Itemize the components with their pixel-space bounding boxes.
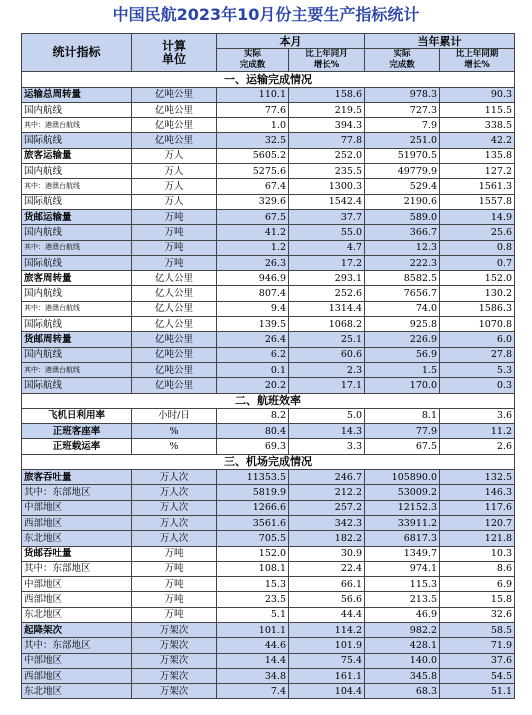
cell-y-yoy: 58.5 — [440, 622, 515, 637]
header-ytd-actual-line1: 实际 — [393, 49, 411, 60]
cell-m-actual: 110.1 — [217, 87, 289, 102]
cell-name: 国际航线 — [22, 378, 132, 393]
cell-unit: 亿人公里 — [132, 286, 217, 301]
header-unit-line1: 计算 — [161, 38, 186, 53]
table-row — [22, 684, 515, 699]
cell-name: 国际航线 — [22, 194, 132, 209]
cell-y-yoy: 121.8 — [440, 531, 515, 546]
cell-y-actual: 982.2 — [365, 622, 440, 637]
cell-m-actual: 23.5 — [217, 592, 289, 607]
cell-y-actual: 213.5 — [365, 592, 440, 607]
cell-name: 其中：东部地区 — [22, 485, 132, 500]
section-title: 二、航班效率 — [22, 393, 515, 408]
cell-y-yoy: 1557.8 — [440, 194, 515, 209]
cell-name: 国际航线 — [22, 255, 132, 270]
cell-name: 其中：港澳台航线 — [22, 301, 132, 316]
table-row — [22, 347, 515, 362]
header-month: 本月 — [217, 34, 365, 49]
cell-m-actual: 0.1 — [217, 362, 289, 377]
cell-y-actual: 49779.9 — [365, 164, 440, 179]
cell-unit: 万吨 — [132, 592, 217, 607]
cell-m-actual: 32.5 — [217, 133, 289, 148]
table-row — [22, 133, 515, 148]
cell-y-yoy: 0.7 — [440, 255, 515, 270]
table-row — [22, 638, 515, 653]
cell-y-yoy: 71.9 — [440, 638, 515, 653]
cell-m-actual: 44.6 — [217, 638, 289, 653]
header-ytd: 当年累计 — [365, 34, 515, 49]
cell-name: 旅客吞吐量 — [22, 470, 132, 485]
header-month-actual-line1: 实际 — [243, 49, 261, 60]
header-ytd-yoy-line1: 比上年同期 — [455, 49, 499, 60]
cell-y-yoy: 11.2 — [440, 424, 515, 439]
cell-m-actual: 41.2 — [217, 225, 289, 240]
table-row — [22, 378, 515, 393]
cell-y-actual: 67.5 — [365, 439, 440, 454]
cell-m-yoy: 212.2 — [289, 485, 365, 500]
cell-m-yoy: 75.4 — [289, 653, 365, 668]
cell-m-actual: 7.4 — [217, 684, 289, 699]
header-ytd-yoy — [440, 49, 515, 72]
cell-unit: 万吨 — [132, 577, 217, 592]
cell-unit: 万架次 — [132, 622, 217, 637]
cell-m-actual: 139.5 — [217, 317, 289, 332]
cell-y-actual: 105890.0 — [365, 470, 440, 485]
cell-m-yoy: 30.9 — [289, 546, 365, 561]
cell-name: 西部地区 — [22, 515, 132, 530]
table-row — [22, 317, 515, 332]
cell-m-yoy: 1542.4 — [289, 194, 365, 209]
table-row — [22, 561, 515, 576]
section-header-row — [22, 454, 515, 469]
cell-m-actual: 101.1 — [217, 622, 289, 637]
stats-table — [21, 33, 515, 699]
table-row — [22, 286, 515, 301]
cell-m-yoy: 14.3 — [289, 424, 365, 439]
cell-y-yoy: 0.3 — [440, 378, 515, 393]
cell-m-actual: 80.4 — [217, 424, 289, 439]
cell-unit: 万架次 — [132, 668, 217, 683]
cell-y-yoy: 146.3 — [440, 485, 515, 500]
stats-table-body — [22, 72, 515, 699]
table-row — [22, 271, 515, 286]
section-header-row — [22, 393, 515, 408]
cell-m-actual: 67.5 — [217, 209, 289, 224]
table-row — [22, 653, 515, 668]
cell-y-yoy: 1561.3 — [440, 179, 515, 194]
cell-name: 其中：港澳台航线 — [22, 240, 132, 255]
cell-unit: % — [132, 424, 217, 439]
table-row — [22, 592, 515, 607]
cell-unit: 万架次 — [132, 653, 217, 668]
cell-m-yoy: 37.7 — [289, 209, 365, 224]
table-row — [22, 424, 515, 439]
cell-y-yoy: 8.6 — [440, 561, 515, 576]
cell-name: 其中：东部地区 — [22, 638, 132, 653]
cell-name: 国际航线 — [22, 317, 132, 332]
cell-y-yoy: 90.3 — [440, 87, 515, 102]
cell-y-yoy: 1070.8 — [440, 317, 515, 332]
table-row — [22, 255, 515, 270]
cell-y-actual: 51970.5 — [365, 148, 440, 163]
table-row — [22, 439, 515, 454]
cell-y-actual: 589.0 — [365, 209, 440, 224]
cell-y-actual: 140.0 — [365, 653, 440, 668]
table-row — [22, 179, 515, 194]
cell-name: 中部地区 — [22, 577, 132, 592]
cell-m-yoy: 104.4 — [289, 684, 365, 699]
cell-y-actual: 115.3 — [365, 577, 440, 592]
header-indicator: 统计指标 — [22, 34, 132, 72]
cell-y-actual: 74.0 — [365, 301, 440, 316]
cell-m-actual: 1.2 — [217, 240, 289, 255]
cell-name: 西部地区 — [22, 668, 132, 683]
cell-m-yoy: 158.6 — [289, 87, 365, 102]
table-row — [22, 668, 515, 683]
cell-m-yoy: 2.3 — [289, 362, 365, 377]
cell-name: 旅客运输量 — [22, 148, 132, 163]
cell-m-actual: 9.4 — [217, 301, 289, 316]
cell-y-yoy: 3.6 — [440, 408, 515, 423]
cell-name: 东北地区 — [22, 531, 132, 546]
cell-m-actual: 69.3 — [217, 439, 289, 454]
cell-y-actual: 56.9 — [365, 347, 440, 362]
cell-y-yoy: 127.2 — [440, 164, 515, 179]
cell-m-actual: 3561.6 — [217, 515, 289, 530]
cell-name: 国内航线 — [22, 286, 132, 301]
cell-m-yoy: 77.8 — [289, 133, 365, 148]
cell-y-actual: 345.8 — [365, 668, 440, 683]
cell-y-actual: 8.1 — [365, 408, 440, 423]
cell-m-actual: 26.3 — [217, 255, 289, 270]
cell-y-actual: 7.9 — [365, 118, 440, 133]
cell-y-yoy: 25.6 — [440, 225, 515, 240]
section-header-row — [22, 72, 515, 87]
cell-m-yoy: 4.7 — [289, 240, 365, 255]
cell-m-actual: 77.6 — [217, 102, 289, 117]
cell-y-yoy: 10.3 — [440, 546, 515, 561]
cell-name: 正班载运率 — [22, 439, 132, 454]
table-row — [22, 622, 515, 637]
cell-y-actual: 46.9 — [365, 607, 440, 622]
table-row — [22, 194, 515, 209]
table-row — [22, 118, 515, 133]
cell-name: 货邮周转量 — [22, 332, 132, 347]
cell-unit: 亿吨公里 — [132, 332, 217, 347]
cell-y-actual: 1349.7 — [365, 546, 440, 561]
cell-m-actual: 807.4 — [217, 286, 289, 301]
cell-m-actual: 8.2 — [217, 408, 289, 423]
cell-unit: 亿吨公里 — [132, 133, 217, 148]
cell-y-yoy: 51.1 — [440, 684, 515, 699]
cell-m-yoy: 161.1 — [289, 668, 365, 683]
cell-y-yoy: 27.8 — [440, 347, 515, 362]
cell-y-actual: 727.3 — [365, 102, 440, 117]
cell-m-yoy: 3.3 — [289, 439, 365, 454]
cell-y-yoy: 42.2 — [440, 133, 515, 148]
cell-m-actual: 946.9 — [217, 271, 289, 286]
cell-name: 其中：港澳台航线 — [22, 118, 132, 133]
cell-unit: 亿人公里 — [132, 271, 217, 286]
cell-y-yoy: 0.8 — [440, 240, 515, 255]
cell-name: 国际航线 — [22, 133, 132, 148]
cell-y-yoy: 14.9 — [440, 209, 515, 224]
header-month-yoy-line1: 比上年同月 — [305, 49, 348, 60]
table-row — [22, 515, 515, 530]
cell-m-actual: 152.0 — [217, 546, 289, 561]
header-unit — [132, 34, 217, 72]
cell-m-yoy: 60.6 — [289, 347, 365, 362]
table-row — [22, 546, 515, 561]
cell-y-actual: 974.1 — [365, 561, 440, 576]
cell-m-actual: 5275.6 — [217, 164, 289, 179]
cell-y-yoy: 130.2 — [440, 286, 515, 301]
cell-y-actual: 978.3 — [365, 87, 440, 102]
table-row — [22, 87, 515, 102]
table-row — [22, 240, 515, 255]
cell-m-yoy: 101.9 — [289, 638, 365, 653]
cell-m-actual: 108.1 — [217, 561, 289, 576]
cell-m-yoy: 5.0 — [289, 408, 365, 423]
cell-m-yoy: 342.3 — [289, 515, 365, 530]
cell-unit: 万人次 — [132, 500, 217, 515]
header-ytd-yoy-line2: 增长% — [464, 60, 490, 71]
cell-unit: 万吨 — [132, 546, 217, 561]
table-row — [22, 362, 515, 377]
cell-name: 正班客座率 — [22, 424, 132, 439]
cell-m-actual: 67.4 — [217, 179, 289, 194]
cell-name: 西部地区 — [22, 592, 132, 607]
cell-m-yoy: 257.2 — [289, 500, 365, 515]
header-ytd-actual-line2: 完成数 — [389, 60, 415, 71]
cell-m-yoy: 394.3 — [289, 118, 365, 133]
cell-name: 东北地区 — [22, 684, 132, 699]
header-month-yoy — [289, 49, 365, 72]
cell-m-actual: 5.1 — [217, 607, 289, 622]
cell-m-actual: 34.8 — [217, 668, 289, 683]
cell-m-yoy: 66.1 — [289, 577, 365, 592]
cell-unit: 小时/日 — [132, 408, 217, 423]
cell-m-yoy: 114.2 — [289, 622, 365, 637]
table-row — [22, 500, 515, 515]
cell-y-yoy: 2.6 — [440, 439, 515, 454]
cell-y-yoy: 32.6 — [440, 607, 515, 622]
cell-unit: 亿吨公里 — [132, 378, 217, 393]
header-unit-line2: 单位 — [161, 51, 186, 66]
section-title: 三、机场完成情况 — [22, 454, 515, 469]
header-month-actual-line2: 完成数 — [239, 60, 266, 71]
cell-unit: 万吨 — [132, 209, 217, 224]
cell-m-yoy: 17.2 — [289, 255, 365, 270]
cell-m-actual: 6.2 — [217, 347, 289, 362]
cell-unit: 亿吨公里 — [132, 362, 217, 377]
cell-m-yoy: 25.1 — [289, 332, 365, 347]
cell-y-actual: 12.3 — [365, 240, 440, 255]
cell-y-actual: 7656.7 — [365, 286, 440, 301]
cell-name: 货邮运输量 — [22, 209, 132, 224]
cell-m-yoy: 22.4 — [289, 561, 365, 576]
cell-unit: 万吨 — [132, 561, 217, 576]
cell-y-yoy: 120.7 — [440, 515, 515, 530]
cell-y-yoy: 117.6 — [440, 500, 515, 515]
cell-y-actual: 77.9 — [365, 424, 440, 439]
cell-m-actual: 20.2 — [217, 378, 289, 393]
cell-name: 其中：港澳台航线 — [22, 179, 132, 194]
cell-m-yoy: 219.5 — [289, 102, 365, 117]
cell-m-actual: 11353.5 — [217, 470, 289, 485]
table-row — [22, 301, 515, 316]
cell-name: 国内航线 — [22, 102, 132, 117]
cell-y-yoy: 338.5 — [440, 118, 515, 133]
cell-y-actual: 529.4 — [365, 179, 440, 194]
cell-m-actual: 15.3 — [217, 577, 289, 592]
cell-y-actual: 2190.6 — [365, 194, 440, 209]
cell-m-actual: 26.4 — [217, 332, 289, 347]
cell-name: 运输总周转量 — [22, 87, 132, 102]
cell-y-yoy: 5.3 — [440, 362, 515, 377]
cell-m-actual: 329.6 — [217, 194, 289, 209]
cell-unit: 万人 — [132, 179, 217, 194]
table-row — [22, 408, 515, 423]
header-row-1 — [22, 34, 515, 49]
cell-unit: 亿吨公里 — [132, 87, 217, 102]
cell-name: 旅客周转量 — [22, 271, 132, 286]
table-row — [22, 577, 515, 592]
cell-name: 东北地区 — [22, 607, 132, 622]
table-row — [22, 332, 515, 347]
cell-y-yoy: 54.5 — [440, 668, 515, 683]
cell-y-actual: 222.3 — [365, 255, 440, 270]
cell-name: 起降架次 — [22, 622, 132, 637]
cell-unit: % — [132, 439, 217, 454]
cell-unit: 万吨 — [132, 255, 217, 270]
cell-m-yoy: 1068.2 — [289, 317, 365, 332]
cell-name: 其中：东部地区 — [22, 561, 132, 576]
table-row — [22, 607, 515, 622]
cell-m-yoy: 1300.3 — [289, 179, 365, 194]
cell-y-actual: 33911.2 — [365, 515, 440, 530]
table-row — [22, 102, 515, 117]
cell-name: 国内航线 — [22, 225, 132, 240]
table-row — [22, 531, 515, 546]
cell-m-actual: 5605.2 — [217, 148, 289, 163]
cell-y-actual: 1.5 — [365, 362, 440, 377]
header-month-actual — [217, 49, 289, 72]
cell-m-actual: 705.5 — [217, 531, 289, 546]
cell-unit: 万人次 — [132, 470, 217, 485]
cell-y-actual: 8582.5 — [365, 271, 440, 286]
cell-y-actual: 12152.3 — [365, 500, 440, 515]
cell-y-yoy: 132.5 — [440, 470, 515, 485]
table-row — [22, 225, 515, 240]
cell-m-yoy: 252.6 — [289, 286, 365, 301]
cell-unit: 万架次 — [132, 684, 217, 699]
cell-y-actual: 6817.3 — [365, 531, 440, 546]
cell-name: 中部地区 — [22, 653, 132, 668]
cell-unit: 万人 — [132, 194, 217, 209]
cell-m-yoy: 235.5 — [289, 164, 365, 179]
report-title: 中国民航2023年10月份主要生产指标统计 — [112, 5, 420, 24]
cell-y-actual: 170.0 — [365, 378, 440, 393]
cell-y-yoy: 37.6 — [440, 653, 515, 668]
cell-y-yoy: 152.0 — [440, 271, 515, 286]
cell-y-actual: 366.7 — [365, 225, 440, 240]
cell-unit: 万人次 — [132, 515, 217, 530]
cell-m-yoy: 1314.4 — [289, 301, 365, 316]
cell-y-actual: 68.3 — [365, 684, 440, 699]
header-month-yoy-line2: 增长% — [313, 60, 340, 71]
cell-m-yoy: 17.1 — [289, 378, 365, 393]
cell-unit: 万吨 — [132, 240, 217, 255]
cell-name: 飞机日利用率 — [22, 408, 132, 423]
cell-m-yoy: 55.0 — [289, 225, 365, 240]
cell-unit: 万人 — [132, 148, 217, 163]
cell-m-yoy: 44.4 — [289, 607, 365, 622]
cell-unit: 万人次 — [132, 485, 217, 500]
cell-name: 中部地区 — [22, 500, 132, 515]
cell-y-actual: 251.0 — [365, 133, 440, 148]
cell-y-yoy: 6.9 — [440, 577, 515, 592]
cell-unit: 亿人公里 — [132, 301, 217, 316]
cell-y-actual: 226.9 — [365, 332, 440, 347]
table-row — [22, 485, 515, 500]
cell-y-yoy: 135.8 — [440, 148, 515, 163]
cell-unit: 亿吨公里 — [132, 118, 217, 133]
cell-m-actual: 5819.9 — [217, 485, 289, 500]
cell-name: 国内航线 — [22, 347, 132, 362]
cell-y-yoy: 115.5 — [440, 102, 515, 117]
cell-m-actual: 1266.6 — [217, 500, 289, 515]
cell-y-actual: 53009.2 — [365, 485, 440, 500]
cell-y-actual: 428.1 — [365, 638, 440, 653]
cell-m-actual: 14.4 — [217, 653, 289, 668]
cell-m-yoy: 293.1 — [289, 271, 365, 286]
cell-y-yoy: 6.0 — [440, 332, 515, 347]
cell-m-yoy: 252.0 — [289, 148, 365, 163]
table-row — [22, 470, 515, 485]
cell-unit: 亿吨公里 — [132, 102, 217, 117]
cell-m-actual: 1.0 — [217, 118, 289, 133]
table-row — [22, 209, 515, 224]
cell-unit: 万吨 — [132, 607, 217, 622]
cell-m-yoy: 182.2 — [289, 531, 365, 546]
cell-y-yoy: 15.8 — [440, 592, 515, 607]
cell-unit: 万人次 — [132, 531, 217, 546]
cell-m-yoy: 246.7 — [289, 470, 365, 485]
cell-unit: 亿吨公里 — [132, 347, 217, 362]
table-row — [22, 164, 515, 179]
cell-y-yoy: 1586.3 — [440, 301, 515, 316]
cell-name: 国内航线 — [22, 164, 132, 179]
cell-unit: 亿人公里 — [132, 317, 217, 332]
cell-name: 货邮吞吐量 — [22, 546, 132, 561]
cell-unit: 万架次 — [132, 638, 217, 653]
table-row — [22, 148, 515, 163]
cell-name: 其中：港澳台航线 — [22, 362, 132, 377]
cell-y-actual: 925.8 — [365, 317, 440, 332]
header-ytd-actual — [365, 49, 440, 72]
cell-unit: 万人 — [132, 164, 217, 179]
cell-m-yoy: 56.6 — [289, 592, 365, 607]
cell-unit: 万吨 — [132, 225, 217, 240]
section-title: 一、运输完成情况 — [22, 72, 515, 87]
